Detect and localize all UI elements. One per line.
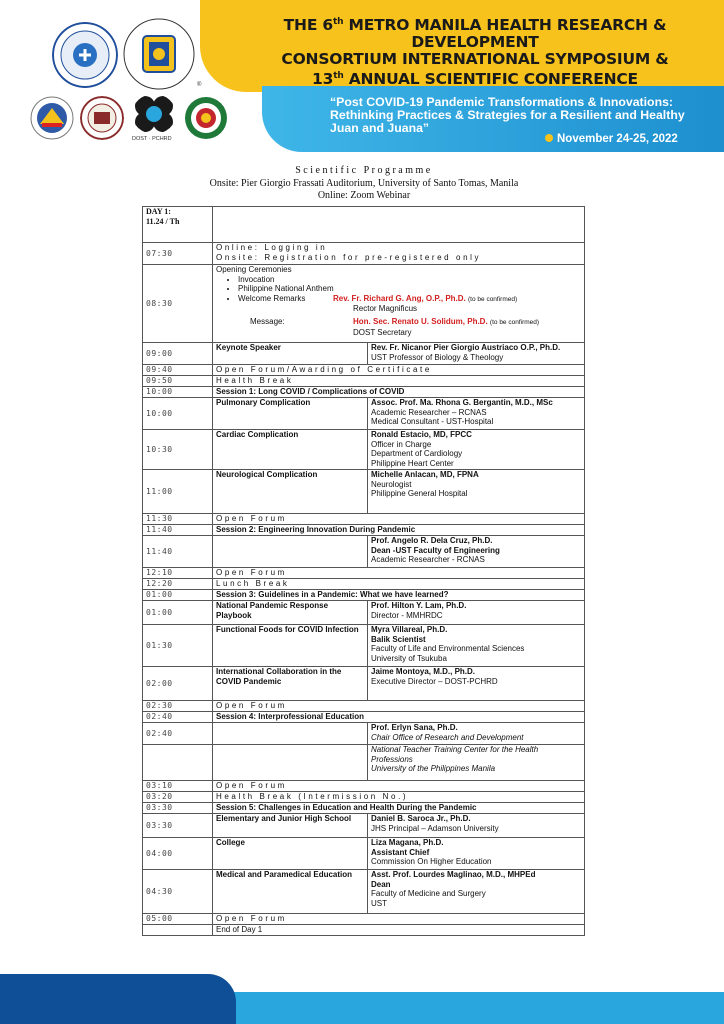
ust-seal-logo xyxy=(123,18,195,90)
university-seal-logo xyxy=(80,96,124,140)
table-row: 09:50 Health Break xyxy=(143,376,585,387)
programme-title: Scientific Programme xyxy=(295,165,433,176)
day-header-row xyxy=(143,207,585,243)
registered-mark: ® xyxy=(197,82,202,88)
table-row: 01:00 National Pandemic Response Playbook Prof. Hilton Y. Lam, Ph.D. Director - MMHRDC xyxy=(143,601,585,625)
table-row: 02:30 Open Forum xyxy=(143,701,585,712)
table-row: National Teacher Training Center for the Health Professions University of the Philippines Manila xyxy=(143,745,585,781)
schedule-table xyxy=(142,206,585,936)
table-row: 01:30 Functional Foods for COVID Infection Myra Villareal, Ph.D. Balik Scientist Faculty of Life and Environmental Sciences University of Tsukuba xyxy=(143,625,585,667)
table-row: 02:40 Prof. Erlyn Sana, Ph.D. Chair Office of Research and Development xyxy=(143,723,585,745)
event-title: THE 6th METRO MANILA HEALTH RESEARCH & DEVELOPMENT CONSORTIUM INTERNATIONAL SYMPOSIUM & 13th ANNUAL SCIENTIFIC CONFERENCE xyxy=(281,16,669,89)
table-row: 12:20 Lunch Break xyxy=(143,579,585,590)
table-row: 10:30 Cardiac Complication Ronald Estacio, MD, FPCC Officer in Charge Department of Cardiology Philippine Heart Center xyxy=(143,430,585,470)
dost-pchrd-logo xyxy=(132,94,176,134)
table-row: 07:30 Online: Logging in Onsite: Registration for pre-registered only xyxy=(143,243,585,265)
event-theme: “Post COVID-19 Pandemic Transformations & Innovations: Rethinking Practices & Strategies for a Resilient and Healthy Juan and Juana” xyxy=(330,95,685,135)
table-row: 03:20 Health Break (Intermission No.) xyxy=(143,792,585,803)
table-row: 08:30 Opening Ceremonies • Invocation • Philippine National Anthem • Welcome Remarks Rev. Fr. Richard G. Ang, O.P., Ph.D. (to be confirmed) Rector Magnificus Message: Hon. Sec. Renato U. Solidum, Ph.D. (to be confirmed) DOST Secretary xyxy=(143,265,585,343)
session-row: 02:40 Session 4: Interprofessional Education xyxy=(143,712,585,723)
table-row: 12:10 Open Forum xyxy=(143,568,585,579)
session-row: 11:40 Session 2: Engineering Innovation During Pandemic xyxy=(143,525,585,536)
up-manila-logo xyxy=(30,96,74,140)
session-row: 03:30 Session 5: Challenges in Education and Health During the Pandemic xyxy=(143,803,585,814)
table-row: 11:30 Open Forum xyxy=(143,514,585,525)
event-date: November 24-25, 2022 xyxy=(545,133,678,145)
session-row: 10:00 Session 1: Long COVID / Complications of COVID xyxy=(143,387,585,398)
table-row: 11:00 Neurological Complication Michelle Anlacan, MD, FPNA Neurologist Philippine General Hospital xyxy=(143,470,585,514)
programme-heading xyxy=(142,165,586,203)
day-label: DAY 1: 11.24 / Th xyxy=(143,207,213,243)
table-row: 03:10 Open Forum xyxy=(143,781,585,792)
table-row: 09:00 Keynote Speaker Rev. Fr. Nicanor Pier Giorgio Austriaco O.P., Ph.D. UST Professor of Biology & Theology xyxy=(143,343,585,365)
footer-navy-band xyxy=(0,974,236,1024)
table-row: 04:00 College Liza Magana, Ph.D. Assistant Chief Commission On Higher Education xyxy=(143,838,585,870)
table-row: 02:00 International Collaboration in the COVID Pandemic Jaime Montoya, M.D., Ph.D. Executive Director – DOST-PCHRD xyxy=(143,667,585,701)
table-row: 04:30 Medical and Paramedical Education Asst. Prof. Lourdes Maglinao, M.D., MHPEd Dean Faculty of Medicine and Surgery UST xyxy=(143,870,585,914)
date-bullet-icon xyxy=(545,134,553,142)
doh-seal-logo xyxy=(184,96,228,140)
onsite-venue: Onsite: Pier Giorgio Frassati Auditorium, University of Santo Tomas, Manila xyxy=(209,177,519,189)
table-row: 03:30 Elementary and Junior High School Daniel B. Saroca Jr., Ph.D. JHS Principal – Adamson University xyxy=(143,814,585,838)
online-venue: Online: Zoom Webinar xyxy=(317,190,411,201)
table-row: 05:00 Open Forum xyxy=(143,914,585,925)
mmhrdc-logo xyxy=(52,22,118,88)
table-row: End of Day 1 xyxy=(143,925,585,936)
table-row: 11:40 Prof. Angelo R. Dela Cruz, Ph.D. Dean -UST Faculty of Engineering Academic Researcher - RCNAS xyxy=(143,536,585,568)
table-row: 09:40 Open Forum/Awarding of Certificate xyxy=(143,365,585,376)
session-row: 01:00 Session 3: Guidelines in a Pandemic: What we have learned? xyxy=(143,590,585,601)
table-row: 10:00 Pulmonary Complication Assoc. Prof. Ma. Rhona G. Bergantin, M.D., MSc Academic Researcher – RCNAS Medical Consultant - UST-Hospital xyxy=(143,398,585,430)
dost-pchrd-label: DOST · PCHRD xyxy=(132,136,172,142)
